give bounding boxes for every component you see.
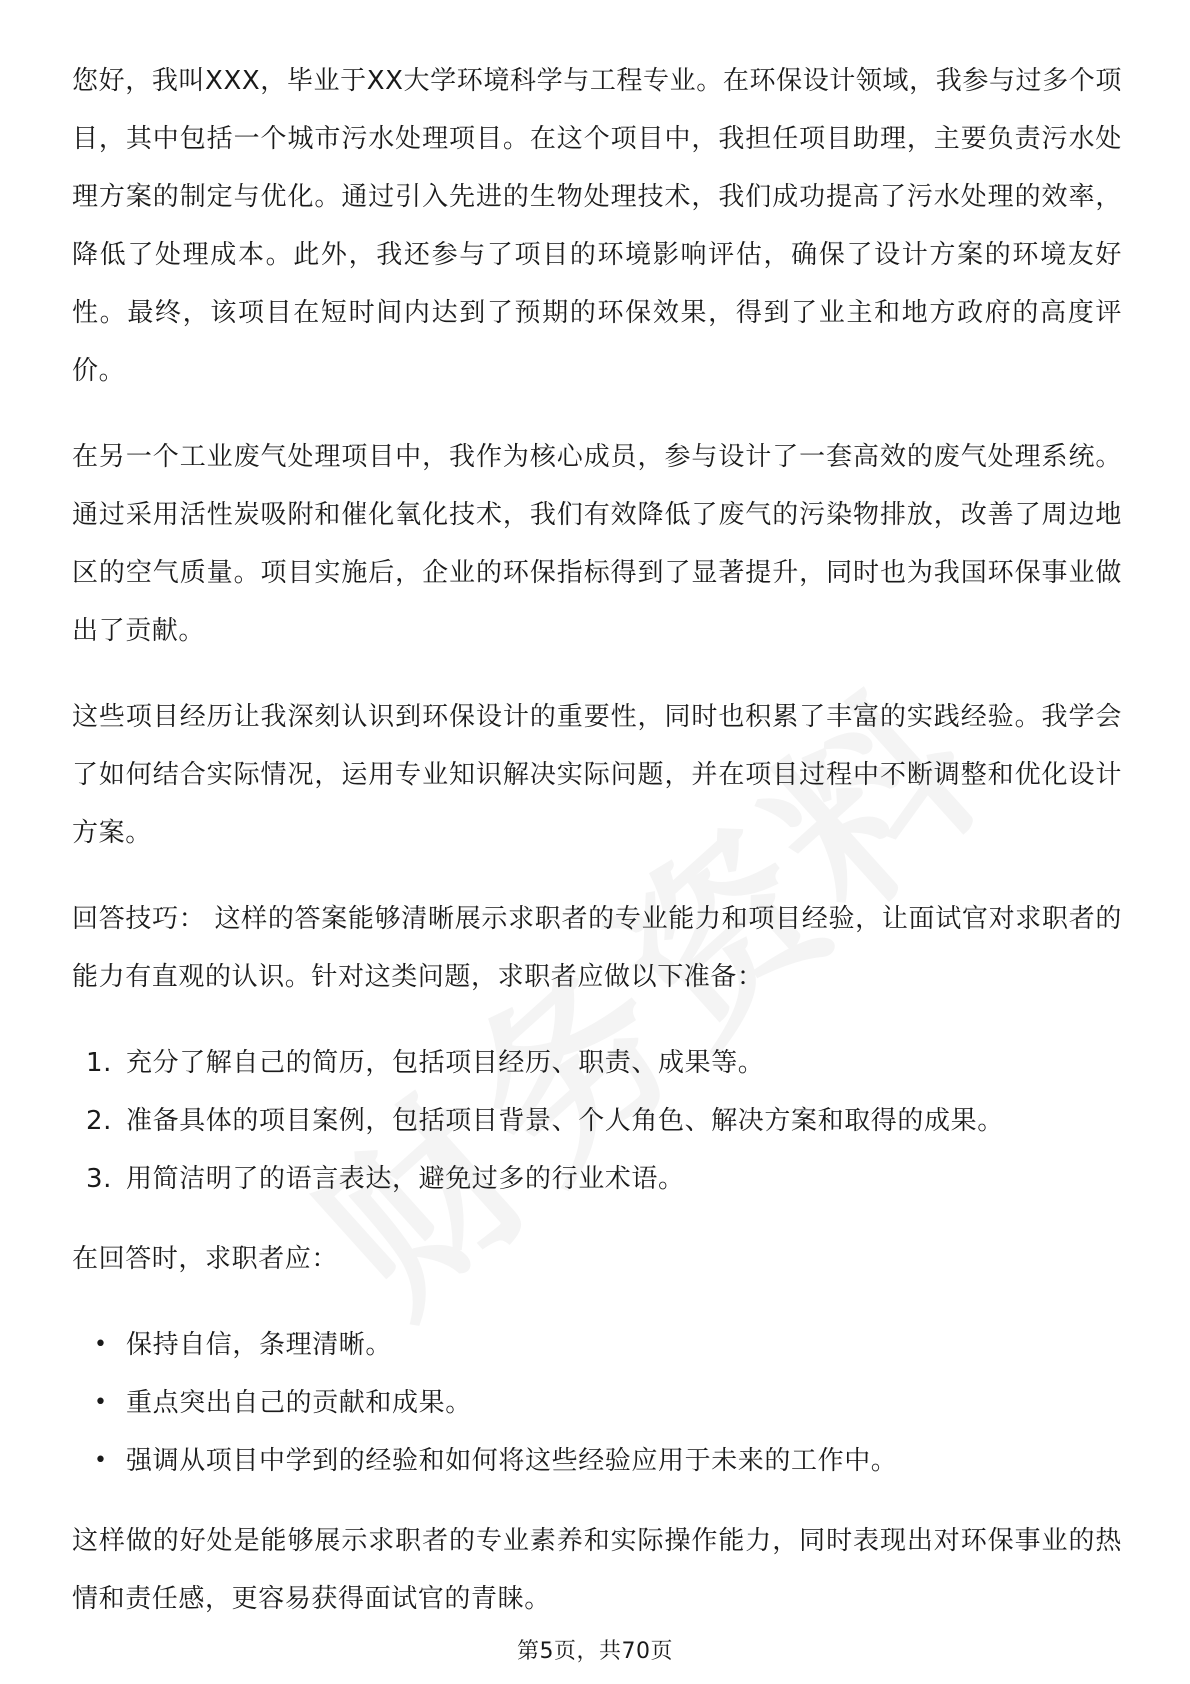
list-item: [72, 1374, 1122, 1432]
paragraph-bullets-intro: 在回答时，求职者应：: [72, 1244, 339, 1274]
bullet-icon: •: [94, 1390, 108, 1415]
paragraph-reflection: 这些项目经历让我深刻认识到环保设计的重要性，同时也积累了丰富的实践经验。我学会了如何结合实际情况，运用专业知识解决实际问题，并在项目过程中不断调整和优化设计方案。: [72, 702, 1122, 848]
list-item-text: 重点突出自己的贡献和成果。: [126, 1388, 472, 1418]
paragraph-project-two: 在另一个工业废气处理项目中，我作为核心成员，参与设计了一套高效的废气处理系统。通过采用活性炭吸附和催化氧化技术，我们有效降低了废气的污染物排放，改善了周边地区的空气质量。项目实施后，企业的环保指标得到了显著提升，同时也为我国环保事业做出了贡献。: [72, 442, 1122, 646]
document-body: [72, 52, 1122, 1656]
bullet-icon: •: [94, 1332, 108, 1357]
list-number: 1.: [86, 1048, 113, 1078]
page-number: 第5页，共70页: [517, 1639, 673, 1664]
list-item: [72, 1316, 1122, 1374]
paragraph-answer-tips: 回答技巧： 这样的答案能够清晰展示求职者的专业能力和项目经验，让面试官对求职者的能力有直观的认识。针对这类问题，求职者应做以下准备：: [72, 904, 1122, 992]
list-number: 2.: [86, 1106, 113, 1136]
list-item: [72, 1432, 1122, 1490]
list-item-text: 保持自信，条理清晰。: [126, 1330, 393, 1360]
list-item-text: 充分了解自己的简历，包括项目经历、职责、成果等。: [126, 1048, 765, 1078]
numbered-list: [72, 1034, 1122, 1208]
list-item-text: 强调从项目中学到的经验和如何将这些经验应用于未来的工作中。: [126, 1446, 898, 1476]
list-item: [72, 1092, 1122, 1150]
list-number: 3.: [86, 1164, 113, 1194]
bullet-icon: •: [94, 1448, 108, 1473]
bullet-list: [72, 1316, 1122, 1490]
list-item: [72, 1150, 1122, 1208]
paragraph-closing: 这样做的好处是能够展示求职者的专业素养和实际操作能力，同时表现出对环保事业的热情和责任感，更容易获得面试官的青睐。: [72, 1526, 1122, 1614]
list-item: [72, 1034, 1122, 1092]
paragraph-intro: 您好，我叫XXX，毕业于XX大学环境科学与工程专业。在环保设计领域，我参与过多个项目，其中包括一个城市污水处理项目。在这个项目中，我担任项目助理，主要负责污水处理方案的制定与优化。通过引入先进的生物处理技术，我们成功提高了污水处理的效率，降低了处理成本。此外，我还参与了项目的环境影响评估，确保了设计方案的环境友好性。最终，该项目在短时间内达到了预期的环保效果，得到了业主和地方政府的高度评价。: [72, 66, 1122, 386]
list-item-text: 准备具体的项目案例，包括项目背景、个人角色、解决方案和取得的成果。: [126, 1106, 1004, 1136]
list-item-text: 用简洁明了的语言表达，避免过多的行业术语。: [126, 1164, 685, 1194]
